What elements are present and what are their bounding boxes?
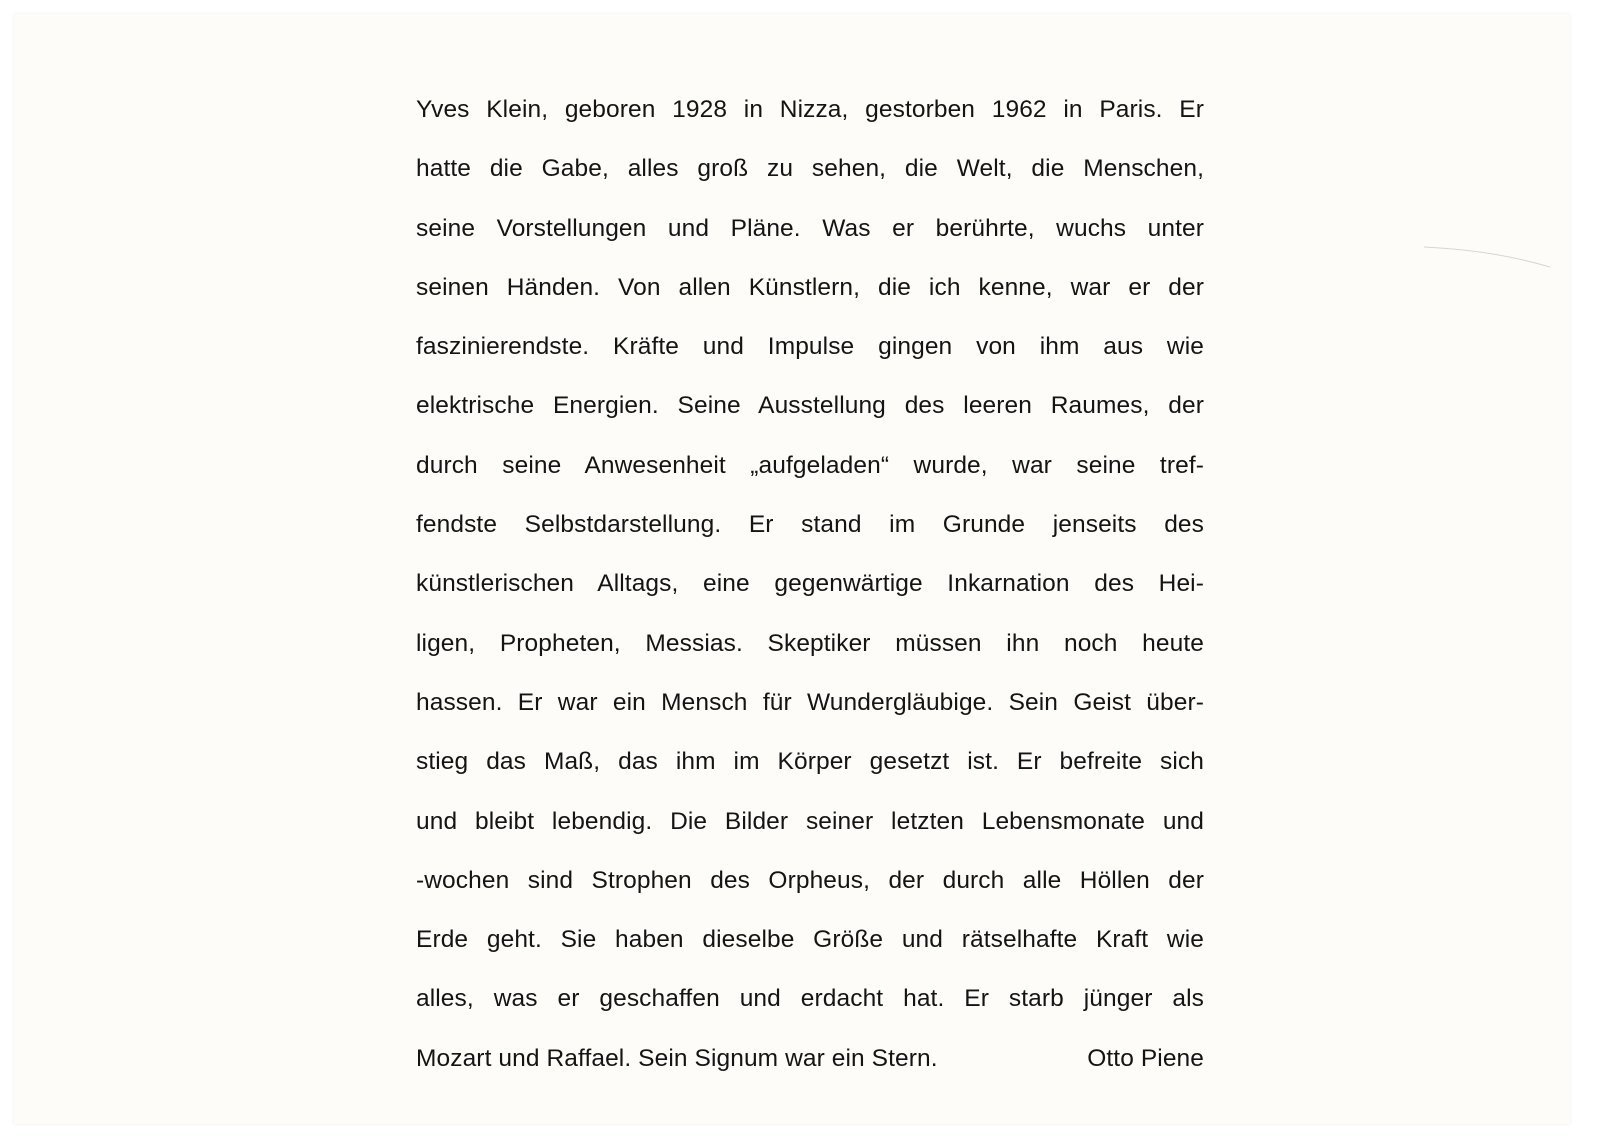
text-line: -wochen sind Strophen des Orpheus, der durch alle Höllen der [416, 866, 1204, 894]
text-line: stieg das Maß, das ihm im Körper gesetzt ist. Er befreite sich [416, 748, 1204, 776]
text-line: hatte die Gabe, alles groß zu sehen, die Welt, die Menschen, [416, 155, 1204, 183]
text-line: und bleibt lebendig. Die Bilder seiner letzten Lebensmonate und [416, 807, 1204, 835]
text-line: künstlerischen Alltags, eine gegenwärtige Inkarnation des Hei- [416, 570, 1204, 598]
text-line: Erde geht. Sie haben dieselbe Größe und rätselhafte Kraft wie [416, 926, 1204, 954]
paper-scratch-mark [1422, 239, 1552, 269]
text-line: seine Vorstellungen und Pläne. Was er berührte, wuchs unter [416, 214, 1204, 242]
text-line: seinen Händen. Von allen Künstlern, die ich kenne, war er der [416, 273, 1204, 301]
text-block [416, 80, 1204, 1088]
closing-sentence: Mozart und Raffael. Sein Signum war ein Stern. [416, 1044, 938, 1072]
text-line: fendste Selbstdarstellung. Er stand im Grunde jenseits des [416, 511, 1204, 539]
text-line: alles, was er geschaffen und erdacht hat. Er starb jünger als [416, 985, 1204, 1013]
text-line: Yves Klein, geboren 1928 in Nizza, gestorben 1962 in Paris. Er [416, 96, 1204, 123]
text-line: ligen, Propheten, Messias. Skeptiker müssen ihn noch heute [416, 629, 1204, 657]
text-line: elektrische Energien. Seine Ausstellung des leeren Raumes, der [416, 392, 1204, 420]
text-line: durch seine Anwesenheit „aufgeladen“ wurde, war seine tref- [416, 451, 1204, 479]
author-signature: Otto Piene [1087, 1044, 1204, 1072]
text-line: hassen. Er war ein Mensch für Wundergläubige. Sein Geist über- [416, 688, 1204, 716]
closing-line [416, 1029, 1204, 1088]
paper-sheet [14, 14, 1570, 1124]
text-line: faszinierendste. Kräfte und Impulse gingen von ihm aus wie [416, 333, 1204, 361]
